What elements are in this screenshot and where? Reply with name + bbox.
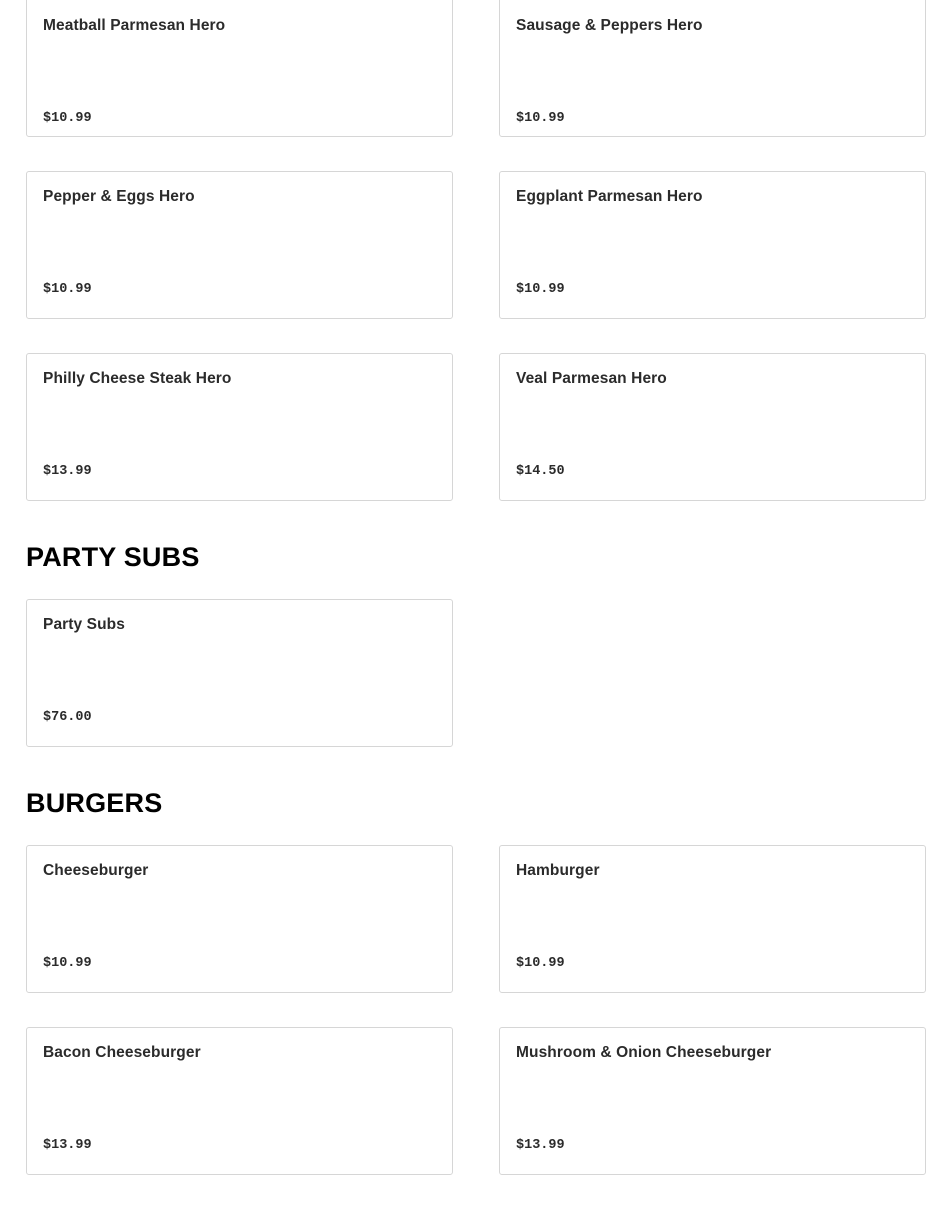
menu-item-name: Hamburger [516, 862, 600, 879]
menu-item-name: Eggplant Parmesan Hero [516, 188, 703, 205]
menu-item-card[interactable] [499, 0, 926, 137]
menu-item-name: Bacon Cheeseburger [43, 1044, 201, 1061]
menu-item-card[interactable] [26, 1027, 453, 1175]
menu-item-name: Sausage & Peppers Hero [516, 17, 703, 34]
menu-item-card[interactable] [26, 353, 453, 501]
menu-item-price: $10.99 [43, 111, 92, 126]
section-title-burgers: BURGERS [26, 788, 163, 818]
menu-item-card[interactable] [499, 353, 926, 501]
menu-item-card[interactable] [26, 171, 453, 319]
menu-item-price: $76.00 [43, 710, 92, 725]
menu-item-price: $10.99 [516, 282, 565, 297]
menu-item-price: $10.99 [43, 956, 92, 971]
menu-item-card[interactable] [499, 845, 926, 993]
menu-item-name: Veal Parmesan Hero [516, 370, 667, 387]
menu-item-name: Pepper & Eggs Hero [43, 188, 195, 205]
menu-item-name: Meatball Parmesan Hero [43, 17, 226, 34]
menu-item-price: $13.99 [43, 464, 92, 479]
menu-item-name: Philly Cheese Steak Hero [43, 370, 232, 387]
menu-item-price: $13.99 [43, 1138, 92, 1153]
menu-item-card[interactable] [499, 1027, 926, 1175]
menu-item-price: $10.99 [43, 282, 92, 297]
menu-item-price: $10.99 [516, 111, 565, 126]
menu-item-card[interactable] [26, 0, 453, 137]
menu-item-name: Party Subs [43, 616, 125, 633]
menu-item-name: Cheeseburger [43, 862, 149, 879]
section-title-party-subs: PARTY SUBS [26, 542, 200, 572]
menu-item-price: $13.99 [516, 1138, 565, 1153]
menu-item-card[interactable] [499, 171, 926, 319]
menu-item-price: $14.50 [516, 464, 565, 479]
menu-item-card[interactable] [26, 599, 453, 747]
menu-item-card[interactable] [26, 845, 453, 993]
menu-item-price: $10.99 [516, 956, 565, 971]
menu-item-name: Mushroom & Onion Cheeseburger [516, 1044, 772, 1061]
